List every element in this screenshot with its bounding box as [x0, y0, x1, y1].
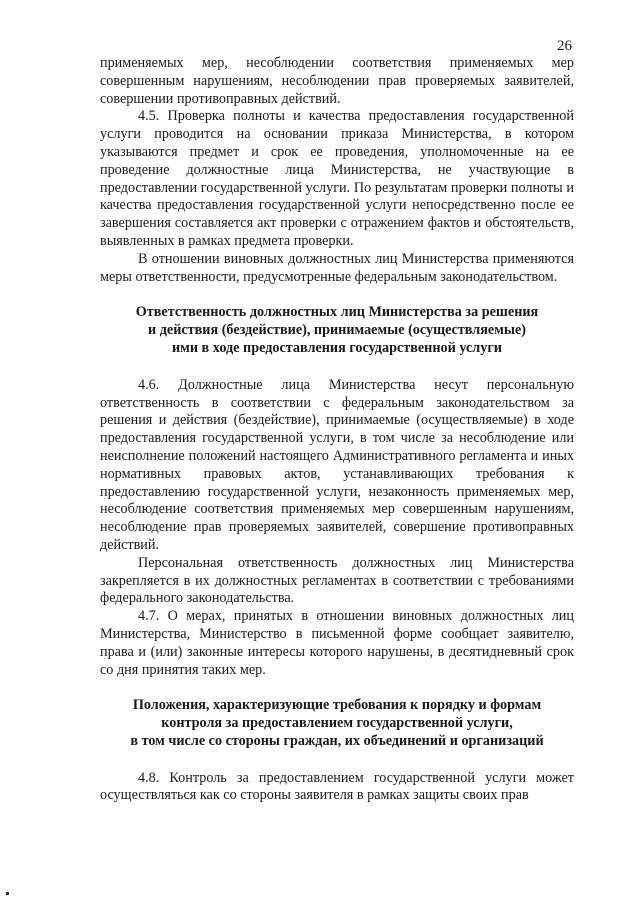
heading-line: Положения, характеризующие требования к порядку и формам: [132, 697, 542, 714]
paragraph: В отношении виновных должностных лиц Министерства применяются меры ответственности, предусмотренные федеральным законодательством.: [100, 250, 574, 285]
heading-line: контроля за предоставлением государственной услуги,: [161, 715, 513, 732]
scan-speck: [6, 892, 9, 895]
heading-line: Ответственность должностных лиц Министерства за решения: [135, 304, 539, 321]
document-body: [100, 55, 574, 805]
section-heading-control: [100, 697, 574, 750]
paragraph-4-7: 4.7. О мерах, принятых в отношении виновных должностных лиц Министерства, Министерство в письменной форме сообщает заявителю, права и (или) законные интересы которого нарушены, в десятидневный срок со дня принятия таких мер.: [100, 608, 574, 678]
paragraph-4-5: 4.5. Проверка полноты и качества предоставления государственной услуги проводится на основании приказа Министерства, в котором указываются предмет и срок ее проведения, уполномоченные на ее проведение должностные лица Министерства, не участвующие в предоставлении государственной услуги. По результатам проверки полноты и качества предоставления государственной услуги непосредственно после ее завершения составляется акт проверки с отражением фактов и обстоятельств, выявленных в рамках предмета проверки.: [100, 108, 574, 249]
paragraph-4-8: 4.8. Контроль за предоставлением государственной услуги может осуществляться как со стороны заявителя в рамках защиты своих прав: [100, 769, 574, 804]
paragraph: применяемых мер, несоблюдении соответствия применяемых мер совершенным нарушениям, несоблюдении прав проверяемых заявителей, совершении противоправных действий.: [100, 55, 574, 107]
page-number: 26: [557, 38, 572, 54]
heading-line: ими в ходе предоставления государственной услуги: [172, 339, 502, 356]
paragraph-4-6: 4.6. Должностные лица Министерства несут персональную ответственность в соответствии с федеральным законодательством за решения и действия (бездействие), принимаемые (осуществляемые) в ходе предоставления государственной услуги, в том числе за несоблюдение или неисполнение положений настоящего Административного регламента и иных нормативных правовых актов, устанавливающих требования к предоставлению государственной услуги, незаконность применяемых мер, несоблюдение соответствия применяемых мер совершенным нарушениям, несоблюдение прав проверяемых заявителей, совершение противоправных действий.: [100, 376, 574, 553]
heading-line: в том числе со стороны граждан, их объединений и организаций: [130, 732, 544, 749]
section-heading-responsibility: [100, 304, 574, 357]
paragraph: Персональная ответственность должностных лиц Министерства закрепляется в их должностных регламентах в соответствии с требованиями федерального законодательства.: [100, 554, 574, 607]
heading-line: и действия (бездействие), принимаемые (осуществляемые): [148, 322, 526, 339]
